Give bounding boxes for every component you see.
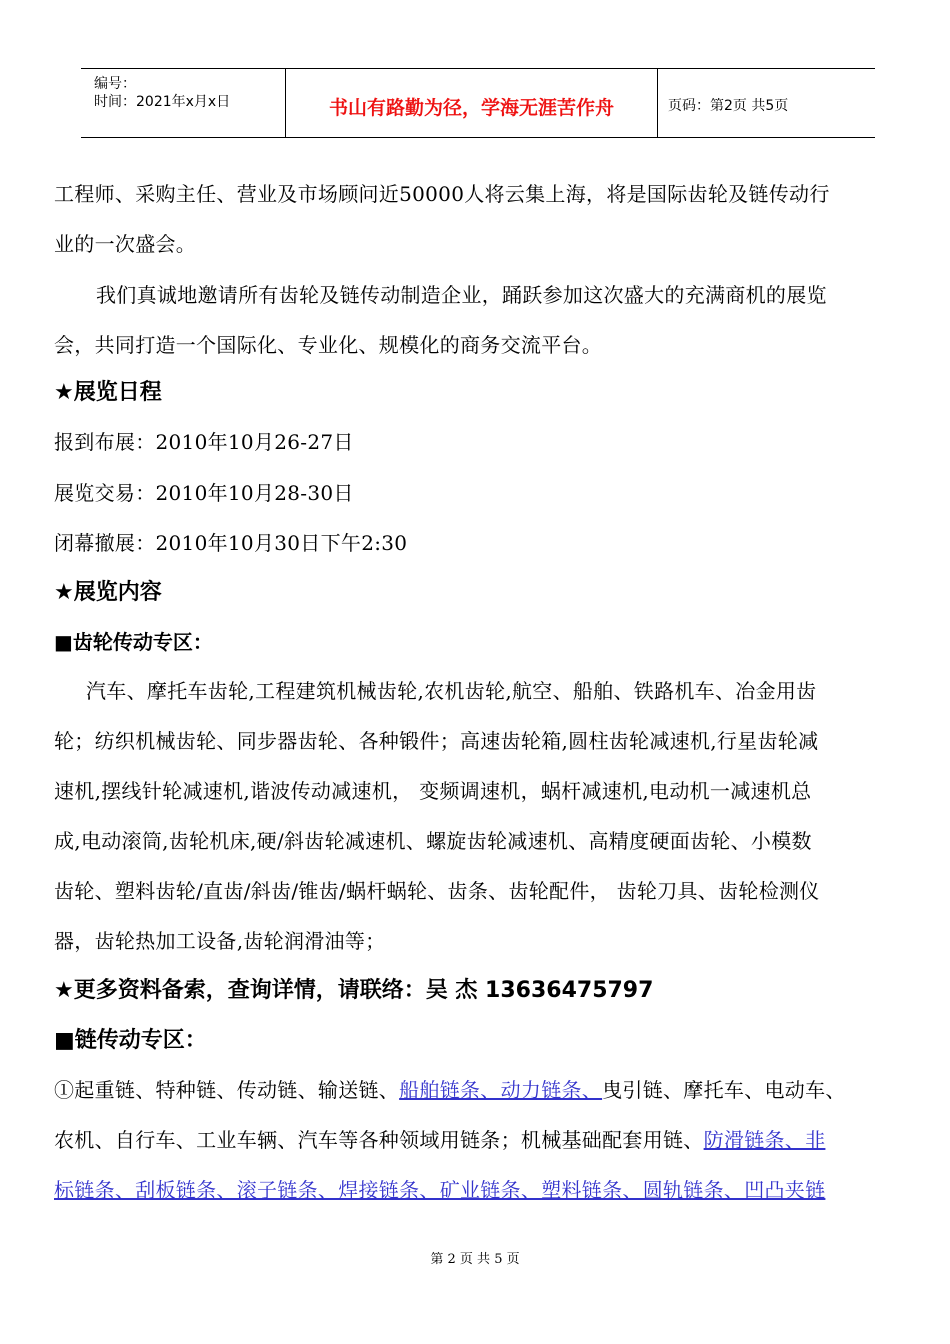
chain-link[interactable]: 船舶链条、动力链条、 [399, 1078, 603, 1102]
paragraph-line: 业的一次盛会。 [54, 232, 197, 256]
chain-text: 农机、自行车、工业车辆、汽车等各种领域用链条；机械基础配套用链、 [54, 1128, 704, 1152]
schedule-item: 展览交易：2010年10月28-30日 [54, 481, 354, 505]
gear-paragraph-line: 成,电动滚筒,齿轮机床,硬/斜齿轮减速机、螺旋齿轮减速机、高精度硬面齿轮、小模数 [54, 829, 812, 853]
header-motto-cell [286, 69, 658, 137]
header-page-label: 页码：第2页 共5页 [668, 98, 789, 114]
section-heading-schedule: ★展览日程 [54, 380, 162, 405]
chain-link[interactable]: 防滑链条、非 [703, 1128, 826, 1152]
chain-paragraph-line [54, 1128, 825, 1152]
header-number-label: 编号： [94, 76, 136, 92]
header-info-cell [81, 69, 286, 137]
schedule-item: 闭幕撤展：2010年10月30日下午2:30 [54, 531, 408, 555]
chain-link[interactable]: 标链条、刮板链条、滚子链条、焊接链条、矿业链条、塑料链条、圆轨链条、凹凸夹链 [54, 1178, 826, 1202]
chain-text: 曳引链、摩托车、电动车、 [602, 1078, 846, 1102]
paragraph-line: 工程师、采购主任、营业及市场顾问近50000人将云集上海，将是国际齿轮及链传动行 [54, 182, 830, 206]
gear-paragraph-line: 汽车、摩托车齿轮,工程建筑机械齿轮,农机齿轮,航空、船舶、铁路机车、冶金用齿 [86, 679, 817, 703]
page-footer: 第 2 页 共 5 页 [430, 1252, 520, 1267]
subsection-heading-gear: ■齿轮传动专区： [54, 630, 213, 654]
chain-text: ①起重链、特种链、传动链、输送链、 [54, 1078, 400, 1102]
gear-paragraph-line: 轮；纺织机械齿轮、同步器齿轮、各种锻件；高速齿轮箱,圆柱齿轮减速机,行星齿轮减 [54, 729, 819, 753]
schedule-item: 报到布展：2010年10月26-27日 [54, 430, 354, 454]
paragraph-line: 我们真诚地邀请所有齿轮及链传动制造企业，踊跃参加这次盛大的充满商机的展览 [96, 283, 827, 307]
header-motto: 书山有路勤为径，学海无涯苦作舟 [328, 97, 614, 119]
paragraph-line: 会，共同打造一个国际化、专业化、规模化的商务交流平台。 [54, 333, 603, 357]
header-page-cell [658, 69, 875, 137]
gear-paragraph-line: 速机,摆线针轮减速机,谐波传动减速机， 变频调速机，蜗杆减速机,电动机一减速机总 [54, 779, 812, 803]
page-header [81, 68, 875, 138]
gear-paragraph-line: 器，齿轮热加工设备,齿轮润滑油等； [54, 929, 386, 953]
header-time-label: 时间：2021年x月x日 [94, 94, 231, 110]
contact-heading: ★更多资料备索，查询详情，请联络：吴 杰 13636475797 [54, 978, 654, 1003]
subsection-heading-chain: ■链传动专区： [54, 1028, 207, 1053]
chain-paragraph-line [54, 1178, 825, 1202]
gear-paragraph-line: 齿轮、塑料齿轮/直齿/斜齿/锥齿/蜗杆蜗轮、齿条、齿轮配件， 齿轮刀具、齿轮检测仪 [54, 879, 820, 903]
section-heading-content: ★展览内容 [54, 580, 162, 605]
chain-paragraph-line [54, 1078, 846, 1102]
